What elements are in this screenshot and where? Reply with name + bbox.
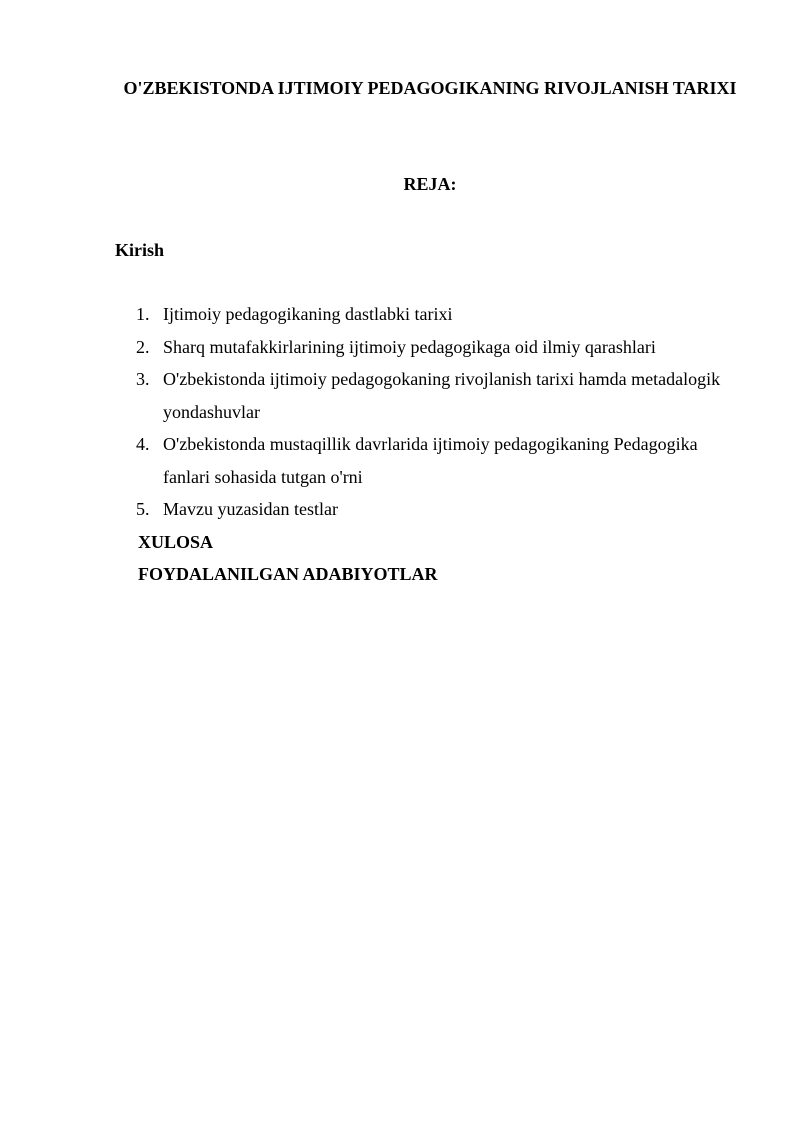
plan-item-text: Ijtimoiy pedagogikaning dastlabki tarixi (163, 304, 453, 324)
plan-item-text: Mavzu yuzasidan testlar (163, 499, 338, 519)
plan-item-number: 4. (136, 434, 150, 454)
plan-item-number: 1. (136, 304, 150, 324)
plan-item-number: 3. (136, 369, 150, 389)
plan-heading: REJA: (403, 174, 457, 194)
conclusion-heading: XULOSA (138, 532, 214, 552)
plan-item-number: 2. (136, 336, 150, 357)
plan-item-2 (136, 331, 736, 364)
plan-item-1 (136, 298, 736, 331)
references-heading: FOYDALANILGAN ADABIYOTLAR (138, 564, 438, 584)
intro-heading: Kirish (115, 240, 165, 260)
plan-item-4 (136, 428, 736, 493)
plan-item-5 (136, 493, 736, 526)
plan-item-3 (136, 363, 736, 428)
plan-item-number: 5. (136, 499, 150, 519)
plan-item-text: O'zbekistonda ijtimoiy pedagogokaning rivojlanish tarixi hamda metadalogik yondashuvlar (163, 369, 721, 422)
plan-list (136, 298, 736, 526)
document-title: O'ZBEKISTONDA IJTIMOIY PEDAGOGIKANING RIVOJLANISH TARIXI (123, 78, 737, 98)
plan-item-text: Sharq mutafakkirlarining ijtimoiy pedagogikaga oid ilmiy qarashlari (163, 336, 656, 357)
plan-item-text: O'zbekistonda mustaqillik davrlarida ijtimoiy pedagogikaning Pedagogika fanlari sohasida tutgan o'rni (163, 434, 698, 487)
